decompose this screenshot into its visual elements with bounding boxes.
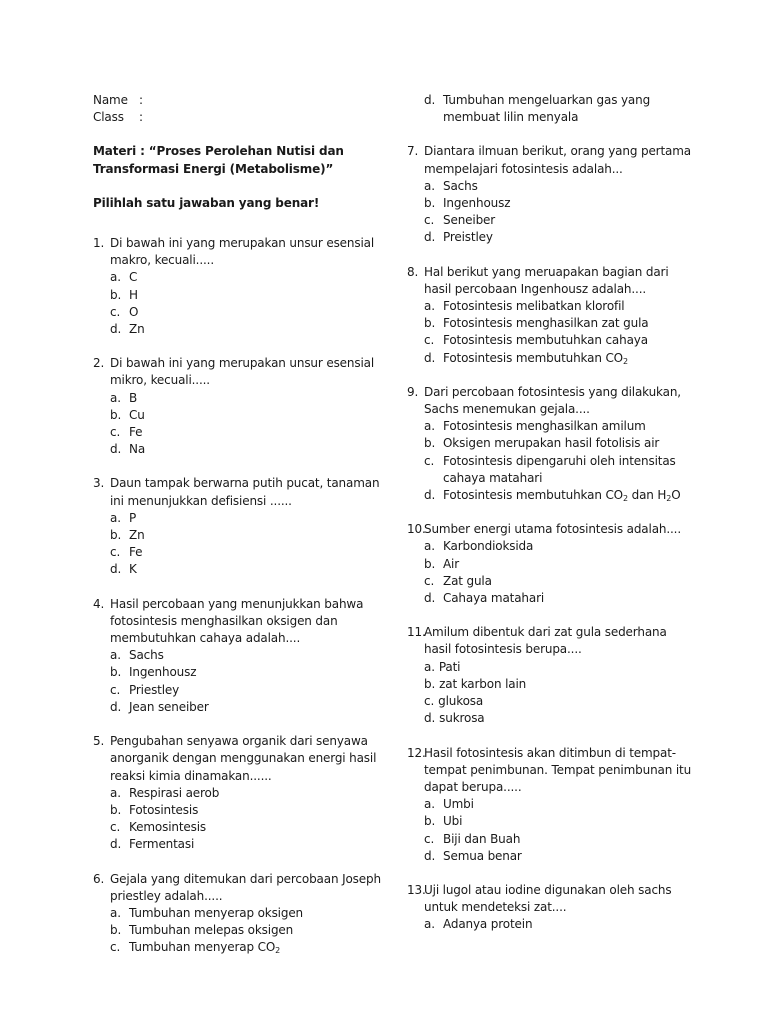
option-text-main: Tumbuhan menyerap CO bbox=[129, 940, 276, 955]
option-text-main: Zn bbox=[129, 322, 145, 337]
option-letter: d. bbox=[424, 230, 436, 245]
question-stem bbox=[93, 475, 383, 509]
option-text-main: Preistley bbox=[443, 230, 493, 245]
question-text: Diantara ilmuan berikut, orang yang pertama mempelajari fotosintesis adalah... bbox=[424, 144, 691, 176]
option-item bbox=[424, 453, 697, 487]
option-text bbox=[443, 212, 697, 229]
materi-title-line1: “Proses Perolehan Nutisi dan bbox=[148, 144, 344, 159]
option-letter: b. bbox=[424, 556, 436, 571]
option-text bbox=[129, 441, 383, 458]
option-letter: b. bbox=[110, 528, 122, 543]
option-item bbox=[424, 796, 697, 813]
option-text-main: Oksigen merupakan hasil fotolisis air bbox=[443, 436, 660, 451]
right-column bbox=[407, 0, 697, 934]
option-letter: d. bbox=[110, 837, 122, 852]
option-text-main: Sachs bbox=[443, 178, 478, 193]
option-text-main: Fotosintesis membutuhkan CO bbox=[443, 488, 623, 503]
option-item bbox=[424, 178, 697, 195]
option-letter: a. bbox=[424, 539, 435, 554]
left-question-list bbox=[93, 235, 383, 957]
option-letter: d. bbox=[424, 848, 436, 863]
option-text-main: Adanya protein bbox=[443, 917, 533, 932]
question-number: 6. bbox=[93, 871, 105, 886]
option-item bbox=[110, 304, 383, 321]
option-text-part: O bbox=[671, 488, 681, 503]
option-item bbox=[424, 710, 697, 727]
option-list bbox=[110, 269, 383, 338]
option-text-main: Fotosintesis membutuhkan CO bbox=[443, 350, 623, 365]
option-text bbox=[443, 573, 697, 590]
option-item bbox=[424, 693, 697, 710]
option-text bbox=[443, 538, 697, 555]
option-text bbox=[443, 453, 697, 487]
option-text bbox=[443, 229, 697, 246]
option-letter: c. bbox=[110, 682, 121, 697]
option-item bbox=[110, 905, 383, 922]
option-list bbox=[110, 647, 383, 716]
option-letter: a. bbox=[424, 797, 435, 812]
option-text: Tumbuhan mengeluarkan gas yang membuat lilin menyala bbox=[443, 93, 651, 125]
option-text bbox=[129, 424, 383, 441]
option-text-main: Fotosintesis menghasilkan zat gula bbox=[443, 316, 649, 331]
option-item bbox=[424, 538, 697, 555]
option-item bbox=[424, 332, 697, 349]
option-text bbox=[129, 682, 383, 699]
option-letter: d. bbox=[424, 488, 436, 503]
question-text: Pengubahan senyawa organik dari senyawa anorganik dengan menggunakan energi hasil reaksi kimia dinamakan...... bbox=[110, 734, 377, 783]
option-item bbox=[424, 916, 697, 933]
question-stem bbox=[93, 733, 383, 785]
option-text-main: C bbox=[129, 270, 138, 285]
option-text-main: Semua benar bbox=[443, 848, 522, 863]
question-number: 4. bbox=[93, 596, 105, 611]
option-letter: c. bbox=[424, 573, 435, 588]
option-letter: d. bbox=[424, 350, 436, 365]
question-number: 1. bbox=[93, 236, 105, 251]
option-text-main: Fe bbox=[129, 545, 143, 560]
option-text-main: Fotosintesis dipengaruhi oleh intensitas cahaya matahari bbox=[443, 453, 676, 485]
class-label: Class bbox=[93, 110, 124, 125]
option-text bbox=[129, 939, 383, 956]
option-letter: d. bbox=[110, 562, 122, 577]
option-text bbox=[443, 590, 697, 607]
question-text: Gejala yang ditemukan dari percobaan Joseph priestley adalah..... bbox=[110, 871, 381, 903]
option-item bbox=[424, 676, 697, 693]
option-list bbox=[424, 298, 697, 367]
question-text: Daun tampak berwarna putih pucat, tanaman ini menunjukkan defisiensi ...... bbox=[110, 476, 380, 508]
option-text-main: Priestley bbox=[129, 682, 180, 697]
option-letter: a. bbox=[110, 390, 121, 405]
option-text-main: Fermentasi bbox=[129, 837, 195, 852]
option-text-main: Sachs bbox=[129, 648, 164, 663]
question-stem bbox=[407, 264, 697, 298]
option-item bbox=[424, 573, 697, 590]
option-letter: b. bbox=[424, 196, 436, 211]
option-letter: c. bbox=[110, 304, 121, 319]
option-letter: d. bbox=[424, 93, 436, 107]
option-text bbox=[443, 831, 697, 848]
question-stem bbox=[407, 624, 697, 658]
option-item bbox=[424, 590, 697, 607]
class-colon: : bbox=[139, 110, 143, 125]
question-number: 7. bbox=[407, 144, 419, 159]
materi-title bbox=[93, 143, 383, 177]
option-list bbox=[110, 785, 383, 854]
option-text-main: Cahaya matahari bbox=[443, 591, 545, 606]
option-text bbox=[443, 350, 697, 367]
question-number: 9. bbox=[407, 384, 419, 399]
option-letter: a. bbox=[424, 659, 435, 674]
option-item bbox=[110, 544, 383, 561]
option-text bbox=[438, 693, 697, 710]
option-item bbox=[110, 321, 383, 338]
question-item bbox=[93, 733, 383, 853]
option-item bbox=[424, 487, 697, 504]
option-item bbox=[424, 298, 697, 315]
option-text-main: Tumbuhan melepas oksigen bbox=[129, 923, 294, 938]
option-text bbox=[129, 905, 383, 922]
question-item bbox=[93, 475, 383, 578]
option-text-part: dan H bbox=[627, 488, 667, 503]
option-text-main: B bbox=[129, 390, 138, 405]
name-colon: : bbox=[139, 93, 143, 107]
option-letter: a. bbox=[110, 648, 121, 663]
option-text bbox=[439, 676, 697, 693]
option-letter: c. bbox=[110, 940, 121, 955]
option-letter: a. bbox=[424, 299, 435, 314]
option-text bbox=[129, 269, 383, 286]
question-number: 13. bbox=[407, 882, 426, 897]
option-letter: d. bbox=[110, 322, 122, 337]
option-item bbox=[424, 92, 697, 126]
subscript: 2 bbox=[275, 946, 281, 956]
option-text-main: Fotosintesis bbox=[129, 802, 199, 817]
option-item bbox=[110, 510, 383, 527]
question-text: Amilum dibentuk dari zat gula sederhana hasil fotosintesis berupa.... bbox=[424, 625, 667, 657]
option-letter: b. bbox=[424, 814, 436, 829]
option-letter: c. bbox=[424, 213, 435, 228]
question-number: 8. bbox=[407, 264, 419, 279]
option-text bbox=[443, 487, 697, 504]
option-item bbox=[110, 527, 383, 544]
option-text bbox=[443, 916, 697, 933]
option-item bbox=[110, 785, 383, 802]
option-text bbox=[443, 298, 697, 315]
option-text bbox=[443, 848, 697, 865]
question-item bbox=[93, 235, 383, 338]
option-item bbox=[424, 659, 697, 676]
option-item bbox=[110, 922, 383, 939]
question-text: Hal berikut yang meruapakan bagian dari hasil percobaan Ingenhousz adalah.... bbox=[424, 264, 669, 296]
option-text bbox=[443, 332, 697, 349]
question-number: 10. bbox=[407, 522, 426, 537]
question-item bbox=[407, 264, 697, 367]
option-list bbox=[110, 390, 383, 459]
option-list bbox=[110, 510, 383, 579]
question-text: Sumber energi utama fotosintesis adalah.... bbox=[424, 522, 682, 537]
option-letter: c. bbox=[424, 831, 435, 846]
class-row bbox=[93, 109, 383, 126]
option-letter: c. bbox=[110, 820, 121, 835]
option-text-main: K bbox=[129, 562, 137, 577]
option-letter: a. bbox=[110, 785, 121, 800]
question-text: Di bawah ini yang merupakan unsur esensial mikro, kecuali..... bbox=[110, 356, 375, 388]
option-item bbox=[424, 229, 697, 246]
option-letter: b. bbox=[110, 923, 122, 938]
option-text-main: glukosa bbox=[438, 694, 484, 709]
option-text bbox=[129, 510, 383, 527]
option-text bbox=[129, 836, 383, 853]
option-item bbox=[424, 831, 697, 848]
subscript: 2 bbox=[622, 356, 628, 366]
option-item bbox=[110, 802, 383, 819]
option-text-main: Zat gula bbox=[443, 573, 492, 588]
option-letter: a. bbox=[110, 510, 121, 525]
option-letter: c. bbox=[424, 333, 435, 348]
option-list bbox=[424, 178, 697, 247]
option-letter: a. bbox=[424, 419, 435, 434]
option-item bbox=[110, 287, 383, 304]
option-letter: a. bbox=[424, 917, 435, 932]
option-item bbox=[424, 813, 697, 830]
option-letter: b. bbox=[110, 665, 122, 680]
option-item bbox=[110, 939, 383, 956]
question-text: Uji lugol atau iodine digunakan oleh sachs untuk mendeteksi zat.... bbox=[424, 882, 672, 915]
option-text-main: Cu bbox=[129, 407, 145, 422]
option-text-main: Fotosintesis membutuhkan cahaya bbox=[443, 333, 648, 348]
option-item bbox=[424, 212, 697, 229]
option-letter: a. bbox=[110, 905, 121, 920]
option-text bbox=[129, 664, 383, 681]
option-letter: d. bbox=[110, 699, 122, 714]
option-text-main: Respirasi aerob bbox=[129, 785, 220, 800]
question-stem bbox=[93, 355, 383, 389]
question-item bbox=[407, 384, 697, 504]
subscript: 2 bbox=[622, 494, 628, 504]
option-text bbox=[439, 659, 697, 676]
option-list bbox=[424, 916, 697, 933]
option-item bbox=[424, 435, 697, 452]
option-text-main: Umbi bbox=[443, 797, 474, 812]
option-text bbox=[443, 195, 697, 212]
option-text bbox=[443, 813, 697, 830]
option-text bbox=[443, 315, 697, 332]
option-letter: a. bbox=[110, 270, 121, 285]
option-text bbox=[129, 527, 383, 544]
question-text: Di bawah ini yang merupakan unsur esensial makro, kecuali..... bbox=[110, 236, 375, 268]
option-text bbox=[443, 796, 697, 813]
option-letter: c. bbox=[110, 545, 121, 560]
option-text bbox=[129, 785, 383, 802]
option-letter: c. bbox=[110, 425, 121, 440]
option-text-main: Pati bbox=[438, 659, 461, 674]
question-item bbox=[407, 882, 697, 934]
question-item bbox=[407, 745, 697, 865]
option-text bbox=[129, 287, 383, 304]
option-item bbox=[110, 647, 383, 664]
option-text-main: Ingenhousz bbox=[443, 196, 511, 211]
option-letter: b. bbox=[424, 316, 436, 331]
option-text bbox=[443, 418, 697, 435]
question-stem bbox=[407, 143, 697, 177]
question-text: Hasil percobaan yang menunjukkan bahwa fotosintesis menghasilkan oksigen dan membutuhkan cahaya adalah.... bbox=[110, 596, 364, 646]
question-number: 2. bbox=[93, 356, 105, 371]
question-item bbox=[407, 624, 697, 727]
option-text-main: Ubi bbox=[443, 814, 463, 829]
option-text-main: H bbox=[129, 287, 138, 302]
option-text-main: Na bbox=[129, 442, 146, 457]
option-item bbox=[424, 315, 697, 332]
option-text bbox=[129, 819, 383, 836]
option-item bbox=[110, 407, 383, 424]
option-item bbox=[424, 350, 697, 367]
option-item bbox=[424, 556, 697, 573]
option-list bbox=[424, 538, 697, 607]
option-text bbox=[129, 802, 383, 819]
question-stem bbox=[93, 235, 383, 269]
option-text-main: P bbox=[129, 510, 137, 525]
option-item bbox=[424, 848, 697, 865]
question-item bbox=[93, 355, 383, 458]
option-letter: d. bbox=[424, 711, 436, 726]
option-text-main: Tumbuhan menyerap oksigen bbox=[129, 905, 304, 920]
option-text-main: Seneiber bbox=[443, 213, 496, 228]
option-text bbox=[443, 178, 697, 195]
option-letter: c. bbox=[424, 694, 435, 709]
name-row bbox=[93, 92, 383, 109]
option-text bbox=[129, 699, 383, 716]
option-text bbox=[129, 407, 383, 424]
left-column bbox=[93, 0, 383, 957]
option-letter: d. bbox=[424, 591, 436, 606]
option-text-main: Fotosintesis menghasilkan amilum bbox=[443, 419, 646, 434]
question-item bbox=[407, 521, 697, 607]
question-item bbox=[407, 143, 697, 246]
option-text-main: sukrosa bbox=[439, 711, 485, 726]
option-item bbox=[110, 682, 383, 699]
option-text-main: Fotosintesis melibatkan klorofil bbox=[443, 299, 625, 314]
option-item bbox=[110, 424, 383, 441]
option-item bbox=[110, 836, 383, 853]
option-letter: b. bbox=[424, 436, 436, 451]
question-item bbox=[93, 596, 383, 716]
option-letter: b. bbox=[110, 407, 122, 422]
question-number: 5. bbox=[93, 734, 105, 749]
option-text bbox=[439, 710, 697, 727]
instruction-text: Pilihlah satu jawaban yang benar! bbox=[93, 195, 320, 210]
option-text bbox=[443, 435, 697, 452]
option-letter: d. bbox=[110, 442, 122, 457]
option-item bbox=[110, 269, 383, 286]
question-text: Dari percobaan fotosintesis yang dilakukan, Sachs menemukan gejala.... bbox=[424, 384, 681, 417]
option-letter: b. bbox=[110, 802, 122, 817]
option-item bbox=[110, 441, 383, 458]
option-text bbox=[129, 304, 383, 321]
question-stem bbox=[407, 882, 697, 916]
question-number: 3. bbox=[93, 476, 105, 491]
option-list bbox=[110, 905, 383, 957]
question-text: Hasil fotosintesis akan ditimbun di tempat-tempat penimbunan. Tempat penimbunan itu dapat berupa..... bbox=[424, 745, 692, 794]
option-item bbox=[110, 699, 383, 716]
question-number: 11. bbox=[407, 625, 426, 640]
option-letter: c. bbox=[424, 453, 435, 468]
option-text-main: zat karbon lain bbox=[439, 676, 527, 691]
option-text-main: Zn bbox=[129, 528, 145, 543]
materi-colon: : bbox=[140, 144, 145, 159]
option-text-main: Biji dan Buah bbox=[443, 831, 521, 846]
right-question-list bbox=[407, 143, 697, 933]
option-text-main: Fe bbox=[129, 425, 143, 440]
question-item bbox=[93, 871, 383, 957]
name-label: Name bbox=[93, 93, 128, 107]
option-text-main: Air bbox=[443, 556, 460, 571]
option-text-main: Karbondioksida bbox=[443, 539, 534, 554]
option-text-main: Jean seneiber bbox=[129, 699, 209, 714]
option-text bbox=[129, 544, 383, 561]
option-list bbox=[424, 418, 697, 504]
option-text bbox=[443, 556, 697, 573]
option-list bbox=[424, 659, 697, 728]
question-stem bbox=[407, 745, 697, 797]
option-letter: b. bbox=[424, 676, 436, 691]
option-text bbox=[129, 922, 383, 939]
option-item bbox=[110, 561, 383, 578]
option-list bbox=[424, 796, 697, 865]
question-stem bbox=[93, 596, 383, 648]
option-item bbox=[110, 390, 383, 407]
option-text-main: Ingenhousz bbox=[129, 665, 197, 680]
question-stem bbox=[407, 384, 697, 418]
question-stem bbox=[407, 521, 697, 538]
option-text bbox=[129, 647, 383, 664]
option-text bbox=[129, 561, 383, 578]
question-number: 12. bbox=[407, 745, 426, 760]
subscript: 2 bbox=[666, 494, 672, 504]
option-item bbox=[110, 819, 383, 836]
option-text-main: O bbox=[129, 304, 139, 319]
option-text bbox=[129, 390, 383, 407]
option-text-main: Kemosintesis bbox=[129, 820, 207, 835]
question-stem bbox=[93, 871, 383, 905]
option-item bbox=[424, 418, 697, 435]
option-item bbox=[110, 664, 383, 681]
materi-title-line2: Transformasi Energi (Metabolisme)” bbox=[93, 161, 334, 176]
option-item bbox=[424, 195, 697, 212]
option-letter: b. bbox=[110, 287, 122, 302]
option-letter: a. bbox=[424, 178, 435, 193]
option-text bbox=[129, 321, 383, 338]
materi-label: Materi bbox=[93, 144, 137, 159]
